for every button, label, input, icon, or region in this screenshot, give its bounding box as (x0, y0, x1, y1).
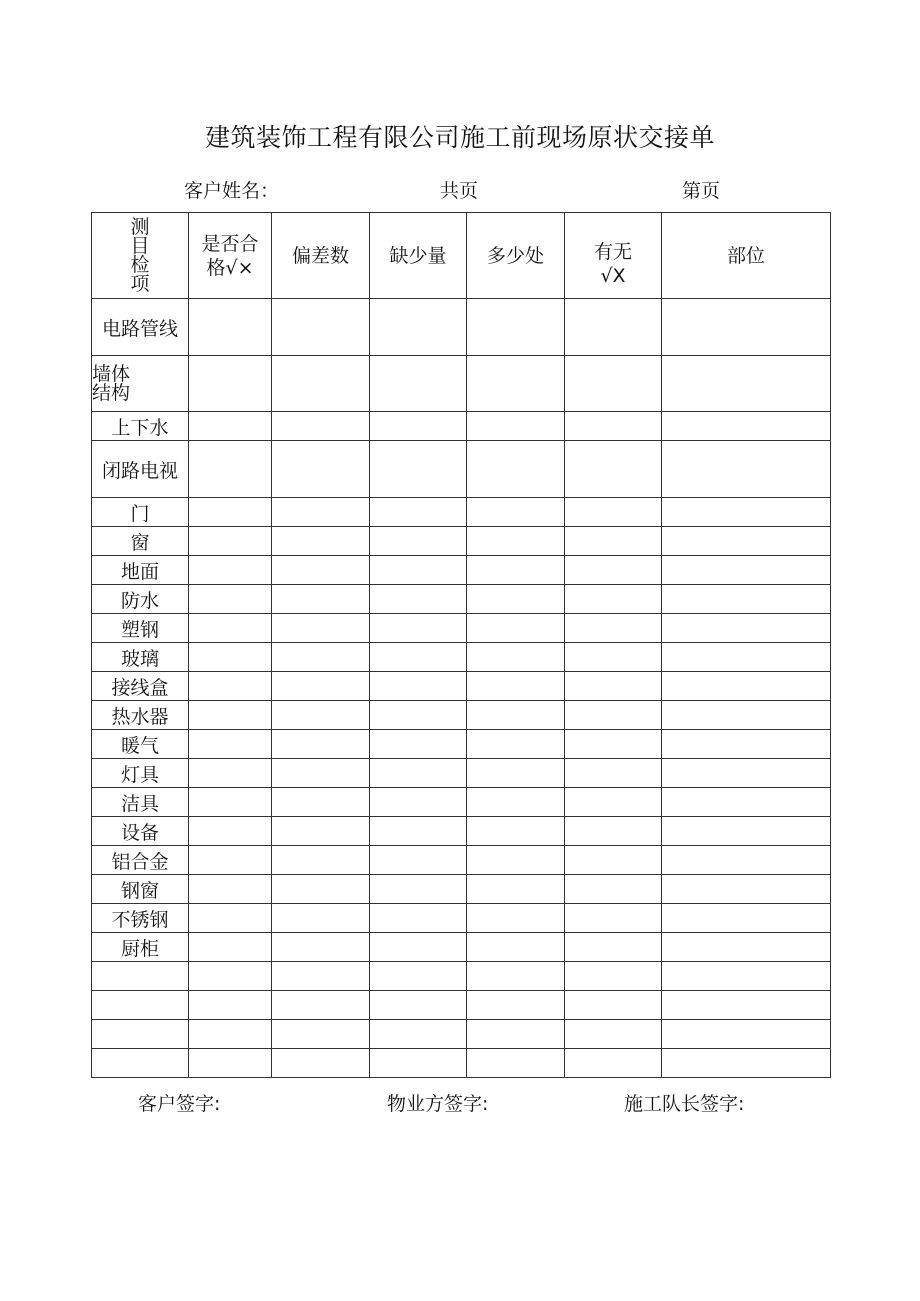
entry-cell[interactable] (467, 614, 565, 643)
table-row (92, 527, 831, 556)
entry-cell[interactable] (189, 299, 272, 356)
entry-cell[interactable] (189, 846, 272, 875)
entry-cell[interactable] (189, 412, 272, 441)
row-label: 不锈钢 (111, 908, 169, 931)
entry-cell[interactable] (565, 730, 662, 759)
table-row (92, 412, 831, 441)
row-label: 铝合金 (111, 850, 169, 873)
row-label-cell (92, 527, 189, 556)
col-presence-header (565, 213, 662, 299)
entry-cell[interactable] (272, 904, 370, 933)
row-label-cell (92, 585, 189, 614)
entry-cell[interactable] (662, 585, 831, 614)
entry-cell[interactable] (272, 614, 370, 643)
entry-cell[interactable] (662, 962, 831, 991)
entry-cell[interactable] (662, 1049, 831, 1078)
entry-cell[interactable] (565, 585, 662, 614)
entry-cell[interactable] (272, 441, 370, 498)
row-label: 防水 (120, 589, 159, 612)
row-label: 钢窗 (120, 879, 159, 902)
table-row (92, 817, 831, 846)
row-label-cell (92, 556, 189, 585)
row-label-cell (92, 875, 189, 904)
row-label: 灯具 (120, 763, 159, 786)
row-label: 闭路电视 (101, 459, 178, 482)
row-label-cell (92, 962, 189, 991)
table-row (92, 701, 831, 730)
row-label-cell (92, 701, 189, 730)
row-label-cell (92, 933, 189, 962)
entry-cell[interactable] (565, 875, 662, 904)
entry-cell[interactable] (565, 356, 662, 412)
entry-cell[interactable] (370, 788, 467, 817)
table-row (92, 441, 831, 498)
entry-cell[interactable] (370, 356, 467, 412)
entry-cell[interactable] (467, 788, 565, 817)
entry-cell[interactable] (189, 991, 272, 1020)
row-label-cell (92, 498, 189, 527)
entry-cell[interactable] (565, 701, 662, 730)
entry-cell[interactable] (467, 498, 565, 527)
entry-cell[interactable] (662, 788, 831, 817)
entry-cell[interactable] (467, 672, 565, 701)
entry-cell[interactable] (189, 585, 272, 614)
entry-cell[interactable] (565, 527, 662, 556)
table-row (92, 498, 831, 527)
table-row (92, 904, 831, 933)
entry-cell[interactable] (272, 817, 370, 846)
row-label-cell (92, 299, 189, 356)
row-label-cell (92, 614, 189, 643)
entry-cell[interactable] (370, 701, 467, 730)
property-signature-label: 物业方签字: (387, 1093, 489, 1115)
entry-cell[interactable] (189, 672, 272, 701)
table-row (92, 991, 831, 1020)
entry-cell[interactable] (272, 1020, 370, 1049)
row-label-line: 结构 (92, 381, 131, 404)
row-label: 地面 (120, 560, 159, 583)
row-label: 设备 (120, 821, 159, 844)
entry-cell[interactable] (565, 441, 662, 498)
entry-cell[interactable] (662, 672, 831, 701)
total-pages-label: 共页 (440, 180, 479, 202)
row-label: 厨柜 (120, 937, 159, 960)
entry-cell[interactable] (467, 1020, 565, 1049)
col-missing-header (370, 213, 467, 299)
header-line: 格√× (206, 256, 254, 279)
entry-cell[interactable] (467, 846, 565, 875)
entry-cell[interactable] (272, 585, 370, 614)
row-label: 塑钢 (120, 618, 159, 641)
entry-cell[interactable] (370, 991, 467, 1020)
entry-cell[interactable] (565, 1049, 662, 1078)
header-line: 检 (130, 253, 150, 276)
entry-cell[interactable] (370, 527, 467, 556)
entry-cell[interactable] (370, 498, 467, 527)
entry-cell[interactable] (565, 556, 662, 585)
entry-cell[interactable] (662, 498, 831, 527)
row-label-cell (92, 643, 189, 672)
table-row (92, 585, 831, 614)
entry-cell[interactable] (272, 759, 370, 788)
entry-cell[interactable] (662, 441, 831, 498)
row-label-cell (92, 1049, 189, 1078)
table-row (92, 1049, 831, 1078)
header-line: 测 (130, 215, 150, 238)
entry-cell[interactable] (565, 498, 662, 527)
entry-cell[interactable] (662, 299, 831, 356)
row-label: 上下水 (111, 416, 169, 439)
entry-cell[interactable] (370, 759, 467, 788)
entry-cell[interactable] (370, 817, 467, 846)
entry-cell[interactable] (272, 527, 370, 556)
entry-cell[interactable] (467, 875, 565, 904)
entry-cell[interactable] (662, 991, 831, 1020)
entry-cell[interactable] (662, 1020, 831, 1049)
col-item-header (92, 213, 189, 299)
table-row (92, 1020, 831, 1049)
row-label-cell (92, 730, 189, 759)
handover-table (91, 212, 831, 1078)
page-number-label: 第页 (682, 180, 721, 202)
entry-cell[interactable] (370, 846, 467, 875)
row-label-cell (92, 904, 189, 933)
entry-cell[interactable] (662, 412, 831, 441)
entry-cell[interactable] (272, 788, 370, 817)
entry-cell[interactable] (662, 614, 831, 643)
table-row (92, 875, 831, 904)
row-label: 玻璃 (120, 647, 159, 670)
entry-cell[interactable] (662, 875, 831, 904)
entry-cell[interactable] (370, 585, 467, 614)
entry-cell[interactable] (272, 962, 370, 991)
header-line: √X (600, 264, 626, 287)
entry-cell[interactable] (272, 846, 370, 875)
table-row (92, 962, 831, 991)
header-line: 部位 (726, 244, 765, 267)
entry-cell[interactable] (565, 933, 662, 962)
document-title: 建筑装饰工程有限公司施工前现场原状交接单 (204, 123, 715, 152)
entry-cell[interactable] (272, 701, 370, 730)
entry-cell[interactable] (662, 904, 831, 933)
row-label-cell (92, 991, 189, 1020)
entry-cell[interactable] (467, 299, 565, 356)
entry-cell[interactable] (467, 759, 565, 788)
table-row (92, 614, 831, 643)
entry-cell[interactable] (467, 412, 565, 441)
entry-cell[interactable] (565, 672, 662, 701)
entry-cell[interactable] (189, 962, 272, 991)
customer-signature-label: 客户签字: (138, 1093, 221, 1115)
entry-cell[interactable] (467, 556, 565, 585)
entry-cell[interactable] (565, 643, 662, 672)
header-line: 多少处 (486, 244, 544, 267)
entry-cell[interactable] (467, 730, 565, 759)
col-deviation-header (272, 213, 370, 299)
row-label: 接线盒 (111, 676, 169, 699)
entry-cell[interactable] (662, 933, 831, 962)
table-row (92, 933, 831, 962)
row-label: 门 (130, 502, 150, 525)
row-label-cell (92, 1020, 189, 1049)
entry-cell[interactable] (662, 701, 831, 730)
entry-cell[interactable] (272, 672, 370, 701)
entry-cell[interactable] (467, 701, 565, 730)
entry-cell[interactable] (272, 875, 370, 904)
row-label: 洁具 (120, 792, 159, 815)
entry-cell[interactable] (370, 962, 467, 991)
entry-cell[interactable] (189, 933, 272, 962)
entry-cell[interactable] (370, 556, 467, 585)
entry-cell[interactable] (565, 962, 662, 991)
entry-cell[interactable] (467, 527, 565, 556)
entry-cell[interactable] (370, 1049, 467, 1078)
entry-cell[interactable] (565, 299, 662, 356)
header-line: 缺少量 (389, 244, 447, 267)
table-row (92, 299, 831, 356)
row-label-cell (92, 672, 189, 701)
entry-cell[interactable] (370, 614, 467, 643)
table-body (92, 299, 831, 1078)
entry-cell[interactable] (467, 643, 565, 672)
row-label: 热水器 (111, 705, 169, 728)
entry-cell[interactable] (467, 991, 565, 1020)
entry-cell[interactable] (272, 1049, 370, 1078)
entry-cell[interactable] (272, 643, 370, 672)
table-header-row (92, 213, 831, 299)
entry-cell[interactable] (565, 846, 662, 875)
entry-cell[interactable] (565, 759, 662, 788)
entry-cell[interactable] (272, 412, 370, 441)
entry-cell[interactable] (370, 933, 467, 962)
row-label-cell (92, 817, 189, 846)
entry-cell[interactable] (272, 730, 370, 759)
entry-cell[interactable] (189, 498, 272, 527)
entry-cell[interactable] (565, 817, 662, 846)
entry-cell[interactable] (662, 643, 831, 672)
entry-cell[interactable] (272, 498, 370, 527)
header-line: 目 (130, 234, 150, 257)
entry-cell[interactable] (189, 701, 272, 730)
entry-cell[interactable] (189, 1049, 272, 1078)
header-line: 是否合 (201, 232, 259, 255)
entry-cell[interactable] (370, 904, 467, 933)
entry-cell[interactable] (662, 846, 831, 875)
row-label: 暖气 (120, 734, 159, 757)
entry-cell[interactable] (189, 730, 272, 759)
entry-cell[interactable] (370, 875, 467, 904)
entry-cell[interactable] (189, 875, 272, 904)
customer-name-label: 客户姓名： (184, 180, 280, 202)
entry-cell[interactable] (467, 356, 565, 412)
table-row (92, 356, 831, 412)
entry-cell[interactable] (189, 817, 272, 846)
entry-cell[interactable] (467, 817, 565, 846)
entry-cell[interactable] (189, 904, 272, 933)
entry-cell[interactable] (467, 962, 565, 991)
header-line: 项 (130, 272, 150, 295)
row-label: 电路管线 (101, 317, 178, 340)
table-row (92, 730, 831, 759)
row-label-line: 墙体 (92, 362, 131, 385)
entry-cell[interactable] (189, 1020, 272, 1049)
col-qualified-header (189, 213, 272, 299)
entry-cell[interactable] (272, 933, 370, 962)
entry-cell[interactable] (467, 933, 565, 962)
col-location-header (662, 213, 831, 299)
entry-cell[interactable] (662, 730, 831, 759)
col-count-header (467, 213, 565, 299)
row-label: 窗 (130, 531, 150, 554)
row-label-cell (92, 412, 189, 441)
entry-cell[interactable] (565, 991, 662, 1020)
entry-cell[interactable] (189, 643, 272, 672)
entry-cell[interactable] (467, 441, 565, 498)
entry-cell[interactable] (272, 299, 370, 356)
entry-cell[interactable] (662, 817, 831, 846)
table-row (92, 643, 831, 672)
entry-cell[interactable] (189, 556, 272, 585)
entry-cell[interactable] (565, 1020, 662, 1049)
entry-cell[interactable] (370, 441, 467, 498)
row-label-cell (92, 788, 189, 817)
table-row (92, 672, 831, 701)
entry-cell[interactable] (189, 759, 272, 788)
entry-cell[interactable] (662, 356, 831, 412)
table-row (92, 759, 831, 788)
entry-cell[interactable] (370, 643, 467, 672)
entry-cell[interactable] (272, 556, 370, 585)
entry-cell[interactable] (370, 299, 467, 356)
entry-cell[interactable] (565, 904, 662, 933)
entry-cell[interactable] (662, 759, 831, 788)
entry-cell[interactable] (370, 1020, 467, 1049)
entry-cell[interactable] (467, 585, 565, 614)
entry-cell[interactable] (370, 730, 467, 759)
entry-cell[interactable] (662, 527, 831, 556)
header-line: 偏差数 (291, 244, 349, 267)
entry-cell[interactable] (565, 412, 662, 441)
row-label-cell (92, 441, 189, 498)
team-leader-signature-label: 施工队长签字: (624, 1093, 745, 1115)
entry-cell[interactable] (565, 788, 662, 817)
entry-cell[interactable] (370, 672, 467, 701)
entry-cell[interactable] (370, 412, 467, 441)
entry-cell[interactable] (272, 356, 370, 412)
row-label-cell (92, 356, 189, 412)
header-line: 有无 (593, 240, 632, 263)
entry-cell[interactable] (565, 614, 662, 643)
entry-cell[interactable] (467, 904, 565, 933)
entry-cell[interactable] (189, 614, 272, 643)
entry-cell[interactable] (467, 1049, 565, 1078)
entry-cell[interactable] (272, 991, 370, 1020)
row-label-cell (92, 759, 189, 788)
entry-cell[interactable] (189, 527, 272, 556)
row-label-cell (92, 846, 189, 875)
entry-cell[interactable] (662, 556, 831, 585)
entry-cell[interactable] (189, 788, 272, 817)
entry-cell[interactable] (189, 441, 272, 498)
table-row (92, 846, 831, 875)
entry-cell[interactable] (189, 356, 272, 412)
table-row (92, 556, 831, 585)
table-row (92, 788, 831, 817)
